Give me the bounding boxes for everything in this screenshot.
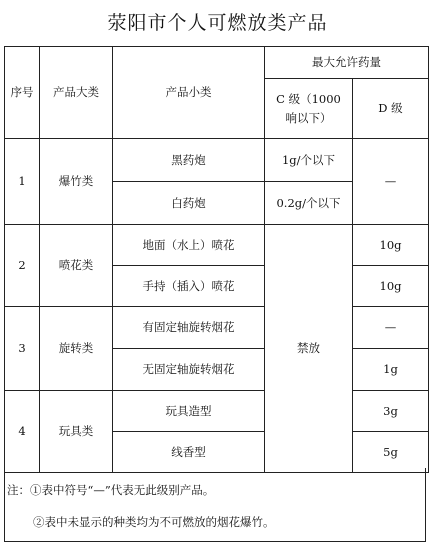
row-d-value: — bbox=[353, 139, 429, 225]
row-c-value: 1g/个以下 bbox=[265, 139, 353, 182]
row-major: 旋转类 bbox=[40, 307, 113, 391]
row-major: 玩具类 bbox=[40, 391, 113, 473]
row-c-value: 0.2g/个以下 bbox=[265, 182, 353, 225]
row-seq: 3 bbox=[5, 307, 40, 391]
row-major: 喷花类 bbox=[40, 225, 113, 307]
row-minor: 手持（插入）喷花 bbox=[113, 266, 265, 307]
note-line-1: 注：①表中符号“—”代表无此级别产品。 bbox=[7, 483, 215, 497]
notes-box bbox=[4, 468, 426, 542]
row-seq: 2 bbox=[5, 225, 40, 307]
row-d-value: 3g bbox=[353, 391, 429, 432]
header-c-level: C 级（1000响以下） bbox=[265, 79, 353, 139]
row-minor: 玩具造型 bbox=[113, 391, 265, 432]
header-seq: 序号 bbox=[5, 47, 40, 139]
row-minor: 白药炮 bbox=[113, 182, 265, 225]
header-d-level: D 级 bbox=[353, 79, 429, 139]
header-major-category: 产品大类 bbox=[40, 47, 113, 139]
header-minor-category: 产品小类 bbox=[113, 47, 265, 139]
row-major: 爆竹类 bbox=[40, 139, 113, 225]
row-d-value: 10g bbox=[353, 225, 429, 266]
row-minor: 地面（水上）喷花 bbox=[113, 225, 265, 266]
row-seq: 1 bbox=[5, 139, 40, 225]
row-minor: 黑药炮 bbox=[113, 139, 265, 182]
row-d-value: 1g bbox=[353, 349, 429, 391]
row-minor: 线香型 bbox=[113, 432, 265, 473]
products-table bbox=[4, 46, 429, 473]
row-minor: 无固定轴旋转烟花 bbox=[113, 349, 265, 391]
row-seq: 4 bbox=[5, 391, 40, 473]
document-title: 荥阳市个人可燃放类产品 bbox=[107, 12, 328, 34]
row-d-value: 10g bbox=[353, 266, 429, 307]
row-d-value: 5g bbox=[353, 432, 429, 473]
note-line-2: ②表中未显示的种类均为不可燃放的烟花爆竹。 bbox=[33, 515, 275, 529]
header-max-quantity: 最大允许药量 bbox=[265, 47, 429, 79]
row-d-value: — bbox=[353, 307, 429, 349]
row-minor: 有固定轴旋转烟花 bbox=[113, 307, 265, 349]
row-c-value-banned: 禁放 bbox=[265, 225, 353, 473]
